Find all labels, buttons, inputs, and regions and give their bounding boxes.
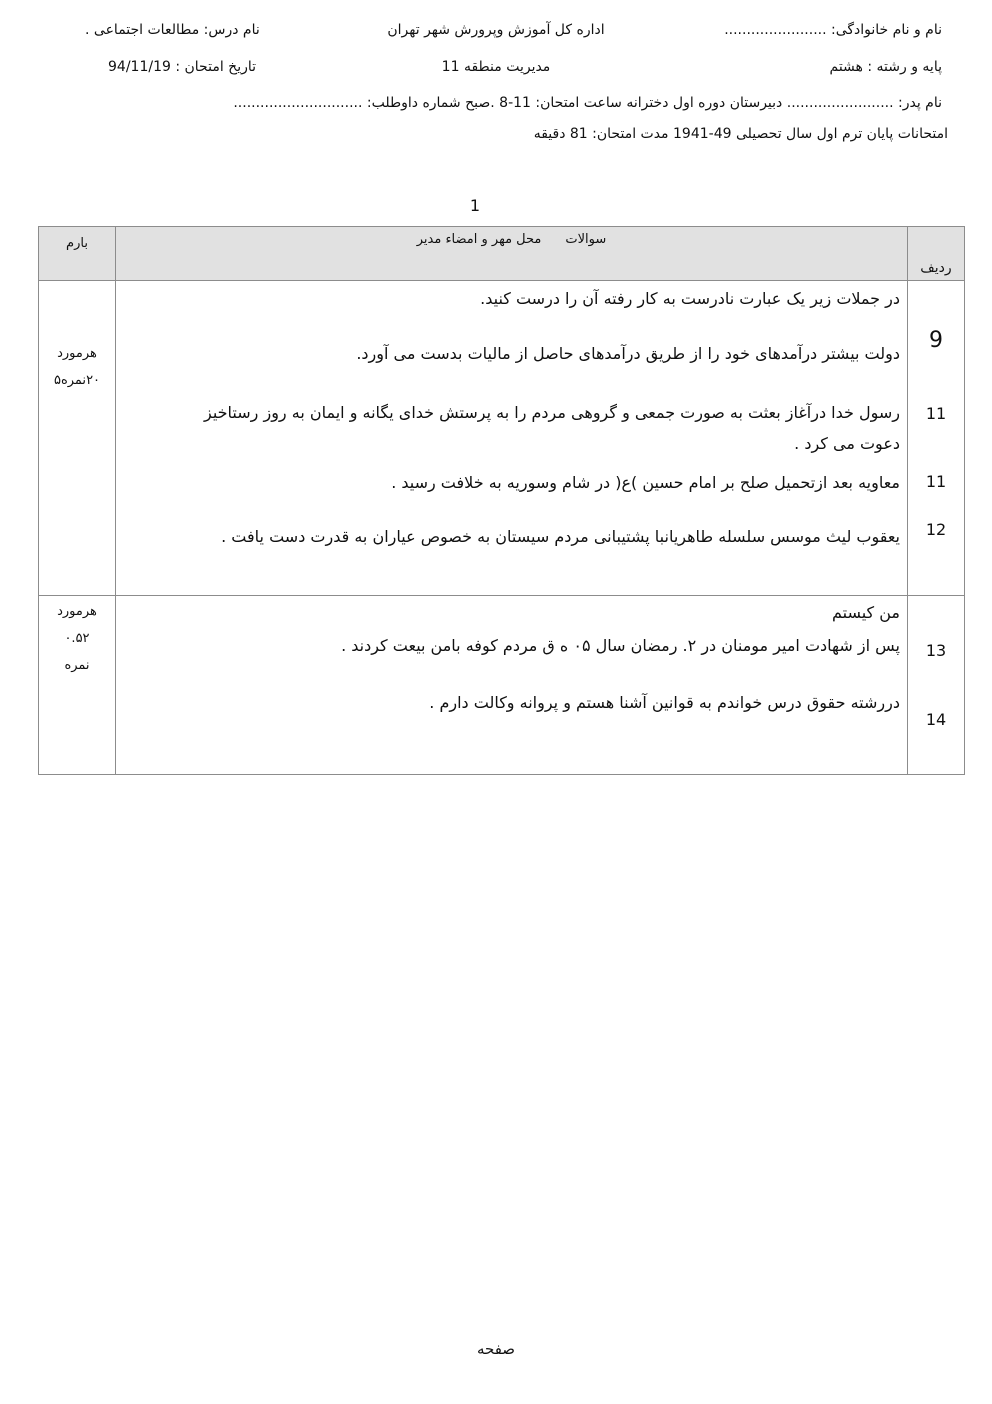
question-number: 11 xyxy=(925,404,947,423)
exam-title: امتحانات پایان ترم اول سال تحصیلی 49-1941 مدت امتحان: 81 دقیقه xyxy=(533,126,948,142)
page-footer: صفحه xyxy=(476,1340,516,1358)
father-name-line: نام پدر: ........................ دبیرستان دوره اول دخترانه ساعت امتحان: 11-8 .صبح شماره داوطلب: ............................. xyxy=(233,95,942,111)
header-barem: بارم xyxy=(39,227,116,281)
exam-table xyxy=(38,226,965,775)
grade-field: پایه و رشته : هشتم xyxy=(829,59,942,75)
section-instruction: در جملات زیر یک عبارت نادرست به کار رفته آن را درست کنید. xyxy=(480,289,900,308)
student-name-line: نام و نام خانوادگی: ....................... xyxy=(724,22,942,38)
section-instruction: من کیستم xyxy=(831,603,900,622)
question-number: 13 xyxy=(925,641,947,660)
question-text: رسول خدا درآغاز بعثت به صورت جمعی و گروهی مردم را به پرستش خدای یگانه و ایمان به روز رستاخیز دعوت می کرد . xyxy=(204,403,900,453)
page-number: 1 xyxy=(469,196,481,215)
section2-numbers xyxy=(908,596,965,775)
stamp-label: محل مهر و امضاء مدیر xyxy=(416,232,542,247)
table-header-row xyxy=(39,227,965,281)
question-number: 11 xyxy=(925,472,947,491)
question-text: یعقوب لیث موسس سلسله طاهریانبا پشتیبانی مردم سیستان به خصوص عیاران به قدرت دست یافت . xyxy=(221,527,900,546)
question-text: دولت بیشتر درآمدهای خود را از طریق درآمدهای حاصل از مالیات بدست می آورد. xyxy=(356,344,900,363)
question-text: دررشته حقوق درس خواندم به قوانین آشنا هستم و پروانه وکالت دارم . xyxy=(429,693,900,712)
table-row xyxy=(39,281,965,596)
section2-questions xyxy=(116,596,908,775)
section1-numbers xyxy=(908,281,965,596)
header-radif: ردیف xyxy=(908,227,965,281)
organization-title: اداره کل آموزش وپرورش شهر تهران xyxy=(387,22,605,38)
section2-barem xyxy=(39,596,116,775)
barem-text: هرمورد ۲۰نمره۵ xyxy=(53,346,101,388)
question-number: 9 xyxy=(929,328,943,353)
table-row xyxy=(39,596,965,775)
exam-date: تاریخ امتحان : 94/11/19 xyxy=(108,59,257,75)
question-number: 12 xyxy=(925,520,947,539)
questions-label: سوالات xyxy=(565,232,607,247)
course-name: نام درس: مطالعات اجتماعی . xyxy=(85,22,260,38)
question-text: معاویه بعد ازتحمیل صلح بر امام حسین )ع( در شام وسوریه به خلافت رسید . xyxy=(391,473,900,492)
question-number: 14 xyxy=(925,710,947,729)
header-questions xyxy=(116,227,908,281)
barem-text: هرمورد ۰.۵۲ نمره xyxy=(57,604,97,673)
question-text: پس از شهادت امیر مومنان در ۲. رمضان سال ۰۵ ه ق مردم کوفه بامن بیعت کردند . xyxy=(341,636,900,655)
section1-barem xyxy=(39,281,116,596)
section1-questions xyxy=(116,281,908,596)
district-label: مدیریت منطقه 11 xyxy=(441,59,551,75)
